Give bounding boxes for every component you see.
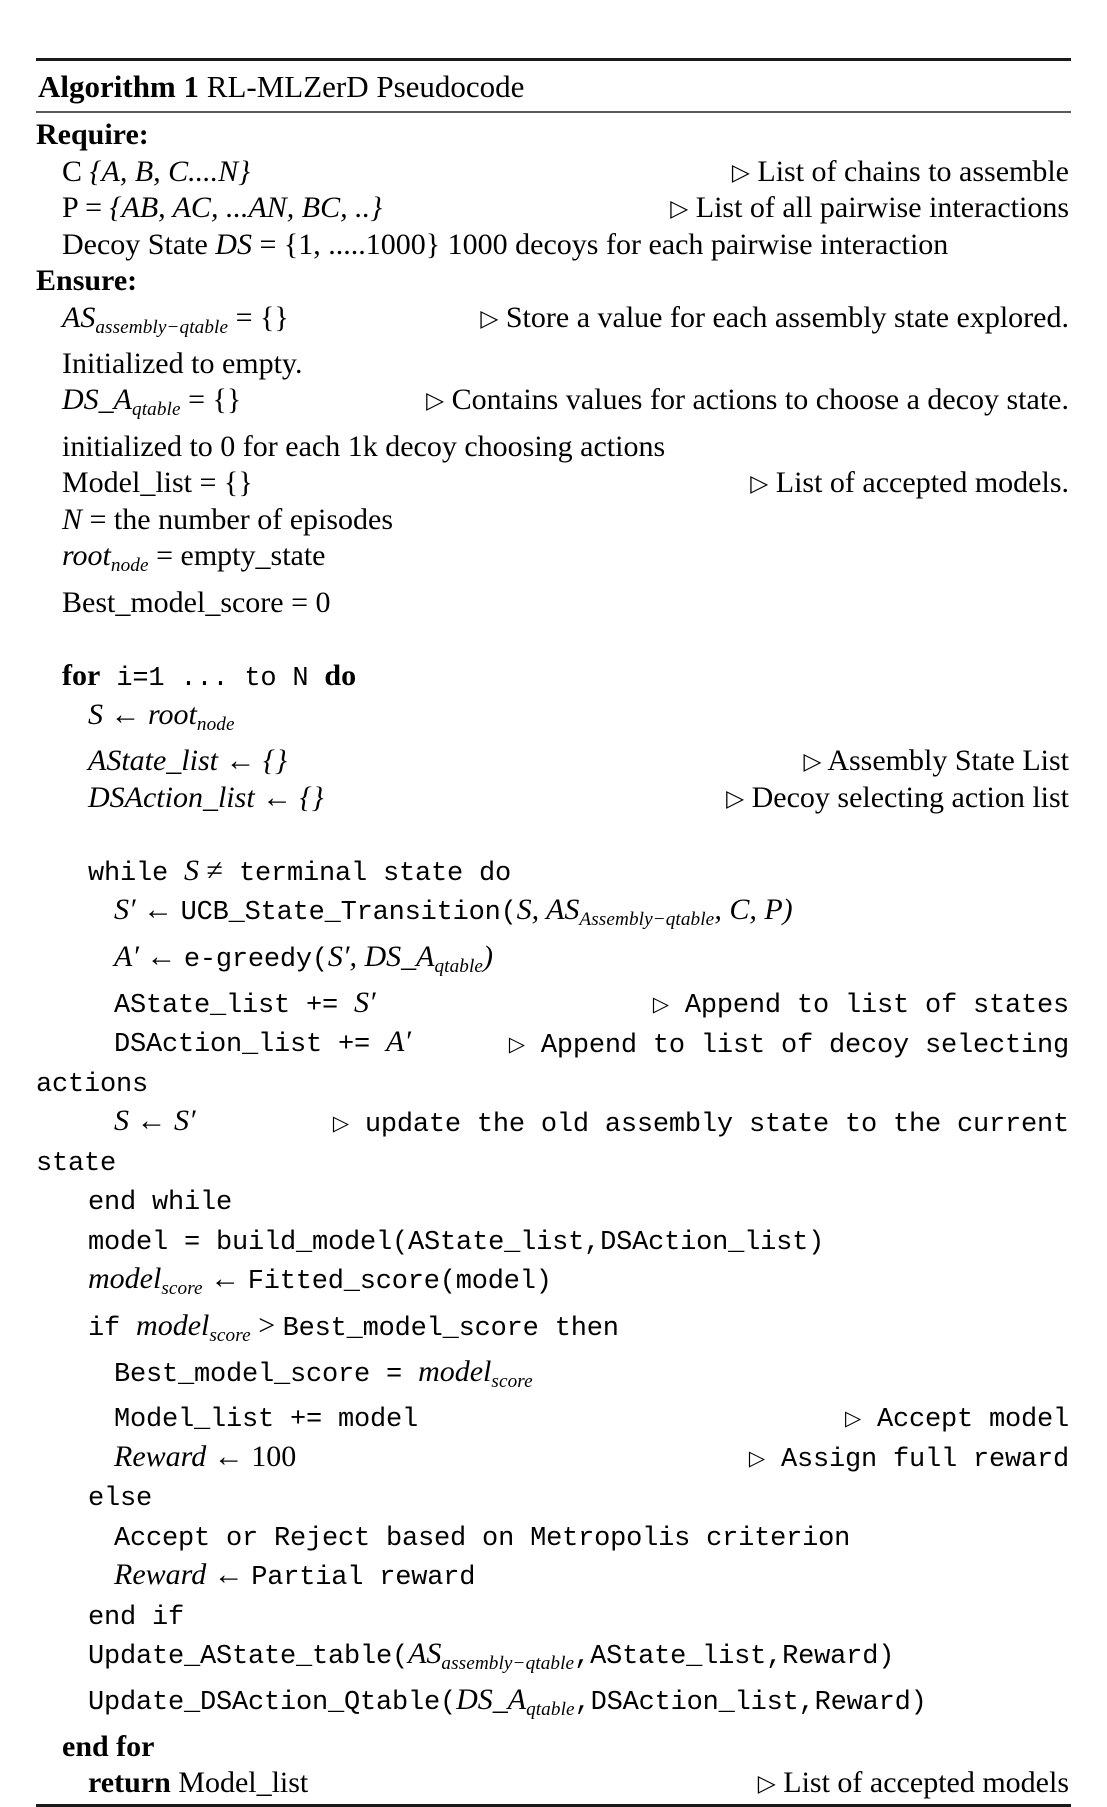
ensure-ds-a-qtable-wrap: initialized to 0 for each 1k decoy choosing actions	[62, 429, 666, 463]
comment-marker-icon: ▷	[480, 303, 499, 332]
init-dsaction-list-code: DSAction_list ← {}	[88, 780, 324, 814]
astate-list-append	[36, 985, 1071, 1025]
best-score-assign-line: Best_model_score = model$_{score}$	[114, 1354, 533, 1392]
ensure-ds-a-qtable-comment: ▷ Contains values for actions to choose a decoy state.	[426, 383, 1069, 417]
rule-bottom	[36, 1804, 1071, 1807]
model-list-append-line	[36, 1400, 1071, 1438]
comment-marker-icon: ▷	[750, 469, 769, 498]
end-while: end while	[88, 1188, 233, 1219]
require-line-decoy-state: Decoy State DS = {1, .....1000} 1000 decoys for each pairwise interaction	[62, 227, 949, 261]
comment-marker-icon: ▷	[670, 194, 689, 223]
update-astate-table-line: $Update\_AState\_table(AS_{assembly-qtable},AState\_list,Reward)$	[88, 1637, 895, 1674]
init-astate-list	[36, 743, 1071, 780]
update-s-line	[36, 1103, 1071, 1143]
fitted-score-line: model$_{score}$ ← Fitted_score(model)	[88, 1262, 552, 1300]
build-model-line: model = build_model(AState_list,DSAction_list)	[88, 1227, 825, 1258]
ensure-model-list-comment: ▷ List of accepted models.	[750, 466, 1069, 500]
ensure-as-qtable-code: $AS_{assembly-qtable}$ = {}	[62, 300, 289, 338]
init-astate-list-comment: ▷ Assembly State List	[803, 744, 1069, 778]
astate-list-append-comment: ▷ Append to list of states	[652, 990, 1069, 1021]
comment-marker-icon: ▷	[652, 991, 669, 1017]
spacer	[36, 621, 1071, 658]
comment-marker-icon: ▷	[844, 1405, 861, 1431]
update-s-code: S ← S′	[114, 1104, 196, 1138]
comment-marker-icon: ▷	[726, 783, 745, 812]
update-dsaction-qtable-line: $Update\_DSAction\_Qtable(DS\_A_{qtable},DSAction\_list,Reward)$	[88, 1683, 927, 1721]
algorithm-title-name: RL-MLZerD Pseudocode	[206, 69, 525, 104]
ensure-as-qtable-comment: ▷ Store a value for each assembly state explored.	[480, 300, 1069, 334]
require-pairs-comment: ▷ List of all pairwise interactions	[670, 191, 1069, 225]
ensure-line-ds-a-qtable	[36, 382, 1071, 428]
astate-list-append-code: AState_list += S′	[114, 985, 376, 1021]
comment-marker-icon: ▷	[426, 386, 445, 415]
init-astate-list-code: AState_list ← {}	[88, 744, 287, 778]
model-list-append-comment: ▷ Accept model	[844, 1405, 1069, 1436]
dsaction-list-append	[36, 1024, 1071, 1064]
comment-marker-icon: ▷	[803, 747, 822, 776]
require-label: Require:	[36, 118, 149, 152]
for-loop-header: for i=1 ... to N do	[62, 658, 357, 694]
return-comment: ▷ List of accepted models	[757, 1766, 1069, 1800]
end-for: end for	[62, 1729, 155, 1763]
dsaction-list-append-code: DSAction_list += A′	[114, 1025, 411, 1061]
ensure-line-model-list	[36, 465, 1071, 502]
require-chains-code: C {A, B, C....N}	[62, 154, 251, 188]
ensure-ds-a-qtable-code: $DS\_A_{qtable}$ = {}	[62, 383, 242, 421]
reward-full-line	[36, 1439, 1071, 1479]
return-line	[36, 1765, 1071, 1802]
update-s-wrap: state	[36, 1148, 117, 1179]
ucb-state-transition-line: S′ ← UCB_State_Transition(S, $AS_{Assembly-qtable}$, C, P)	[114, 893, 793, 931]
assign-s-rootnode: S ← root$_{node}$	[88, 698, 235, 735]
reward-full-code: Reward ← 100	[114, 1439, 297, 1473]
require-chains-comment: ▷ List of chains to assemble	[731, 154, 1069, 188]
algorithm-body	[36, 113, 1071, 1802]
algorithm-block	[36, 58, 1071, 1807]
update-s-comment: ▷ update the old assembly state to the current	[332, 1109, 1069, 1140]
ensure-label: Ensure:	[36, 264, 138, 298]
comment-marker-icon: ▷	[757, 1769, 776, 1798]
algorithm-title-keyword: Algorithm 1	[38, 69, 200, 104]
reward-full-comment: ▷ Assign full reward	[748, 1444, 1069, 1475]
algorithm-title	[36, 61, 1071, 111]
ensure-line-root-node: root$_{node}$ = empty_state	[62, 539, 326, 577]
ensure-line-best-model-score: Best_model_score = 0	[62, 585, 331, 619]
comment-marker-icon: ▷	[731, 157, 750, 186]
comment-marker-icon: ▷	[748, 1444, 765, 1470]
init-dsaction-list-comment: ▷ Decoy selecting action list	[726, 780, 1069, 814]
comment-marker-icon: ▷	[508, 1030, 525, 1056]
end-if: end if	[88, 1602, 185, 1633]
comment-marker-icon: ▷	[332, 1109, 349, 1135]
model-list-append-code: Model_list += model	[114, 1405, 419, 1436]
ensure-as-qtable-wrap: Initialized to empty.	[62, 346, 303, 380]
require-line-pairs	[36, 190, 1071, 227]
init-dsaction-list	[36, 780, 1071, 817]
return-code: return Model_list	[88, 1766, 309, 1800]
if-condition-line: if model$_{score}$ > Best_model_score then	[88, 1308, 619, 1346]
e-greedy-line: A′ ← e-greedy(S′, $DS\_A_{qtable}$)	[114, 939, 494, 977]
ensure-model-list-code: Model_list = {}	[62, 466, 253, 500]
dsaction-list-append-wrap: actions	[36, 1069, 149, 1100]
metropolis-criterion-line: Accept or Reject based on Metropolis criterion	[114, 1523, 851, 1554]
dsaction-list-append-comment: ▷ Append to list of decoy selecting	[508, 1030, 1069, 1061]
ensure-line-as-qtable	[36, 300, 1071, 346]
while-loop-header: while S ≠ terminal state do	[88, 853, 512, 889]
else-keyword: else	[88, 1484, 153, 1515]
spacer	[36, 816, 1071, 853]
require-line-chains	[36, 154, 1071, 191]
ensure-line-n-episodes: N = the number of episodes	[62, 502, 394, 536]
reward-partial-line: Reward ← Partial reward	[114, 1558, 476, 1594]
require-pairs-code: P = {AB, AC, ...AN, BC, ..}	[62, 191, 383, 225]
